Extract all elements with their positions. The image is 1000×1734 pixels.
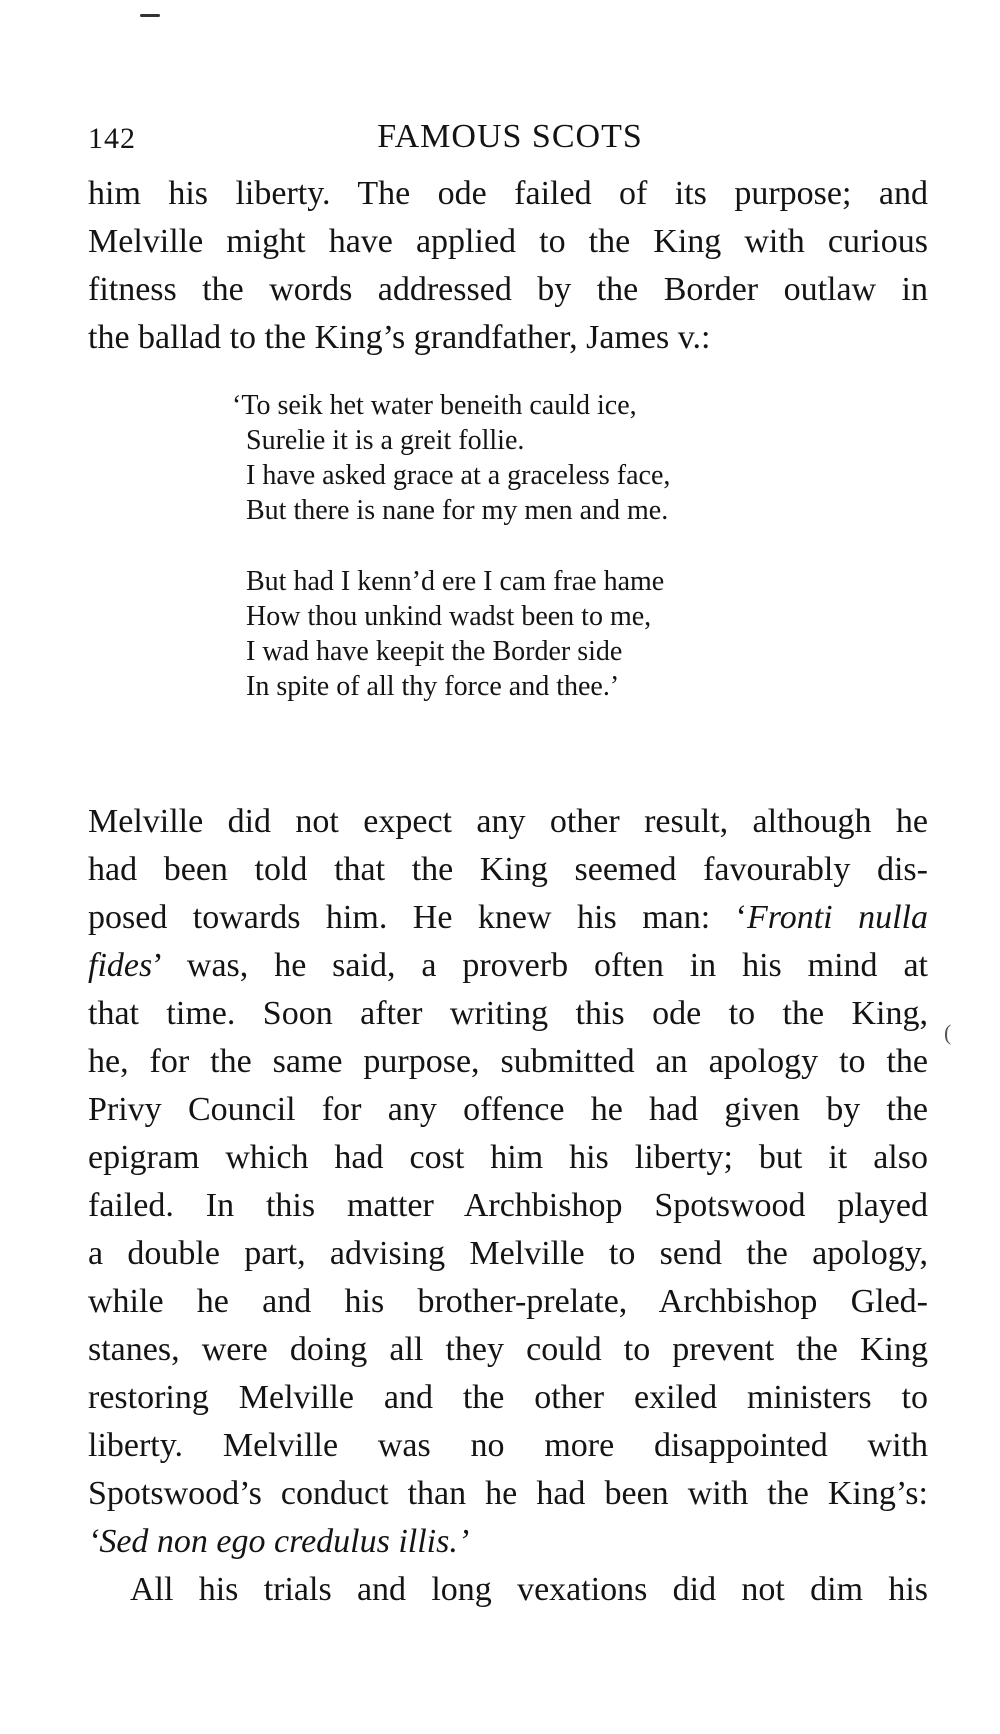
latin-quotation: ‘Sed non ego credulus illis.’: [88, 1523, 470, 1560]
verse-line: I have asked grace at a graceless face,: [246, 460, 671, 491]
margin-mark: (: [944, 1020, 952, 1045]
verse-line: But had I kenn’d ere I cam frae hame: [246, 566, 665, 597]
text-line: the ballad to the King’s grandfather, James v.:: [88, 319, 711, 356]
text-line: Spotswood’s conduct than he had been with the King’s:: [88, 1475, 928, 1512]
text-line: failed. In this matter Archbishop Spotswood played: [88, 1187, 928, 1224]
text-segment: ’ was, he said, a proverb often in his mind at: [152, 947, 928, 984]
text-segment: posed towards him. He knew his man: ‘: [88, 899, 747, 936]
latin-phrase: Fronti nulla: [746, 899, 928, 936]
text-line: a double part, advising Melville to send the apology,: [88, 1235, 928, 1272]
verse-line: I wad have keepit the Border side: [246, 636, 623, 667]
text-line: while he and his brother-prelate, Archbishop Gled-: [88, 1283, 928, 1320]
text-line: restoring Melville and the other exiled ministers to: [88, 1379, 928, 1416]
text-line: that time. Soon after writing this ode to the King,: [88, 995, 928, 1032]
verse-line: But there is nane for my men and me.: [246, 495, 669, 526]
text-line: All his trials and long vexations did not dim his: [130, 1571, 928, 1608]
text-line: he, for the same purpose, submitted an apology to the: [88, 1043, 928, 1080]
verse-line: How thou unkind wadst been to me,: [246, 601, 652, 632]
verse-line: In spite of all thy force and thee.’: [246, 671, 620, 702]
paragraph-1: [88, 170, 928, 362]
text-line: had been told that the King seemed favourably dis-: [88, 851, 928, 888]
text-line: fitness the words addressed by the Border outlaw in: [88, 271, 928, 308]
running-title: FAMOUS SCOTS: [377, 118, 643, 155]
text-line: [88, 942, 928, 990]
verse-line: ‘To seik het water beneith cauld ice,: [232, 390, 637, 421]
stanza-break: [232, 528, 832, 564]
ballad-quotation: [232, 388, 832, 704]
text-line: Melville did not expect any other result, although he: [88, 803, 928, 840]
text-line: liberty. Melville was no more disappointed with: [88, 1427, 928, 1464]
text-line: stanes, were doing all they could to prevent the King: [88, 1331, 928, 1368]
text-line: [88, 894, 928, 942]
page-number: 142: [88, 122, 136, 155]
text-line: Melville might have applied to the King with curious: [88, 223, 928, 260]
ink-speck: [140, 14, 160, 17]
text-line: Privy Council for any offence he had given by the: [88, 1091, 928, 1128]
verse-line: Surelie it is a greit follie.: [246, 425, 525, 456]
text-line: epigram which had cost him his liberty; but it also: [88, 1139, 928, 1176]
paragraph-3: [88, 1566, 928, 1614]
paragraph-2: [88, 798, 928, 1566]
text-line: him his liberty. The ode failed of its purpose; and: [88, 175, 928, 212]
latin-phrase: fides: [88, 947, 153, 984]
